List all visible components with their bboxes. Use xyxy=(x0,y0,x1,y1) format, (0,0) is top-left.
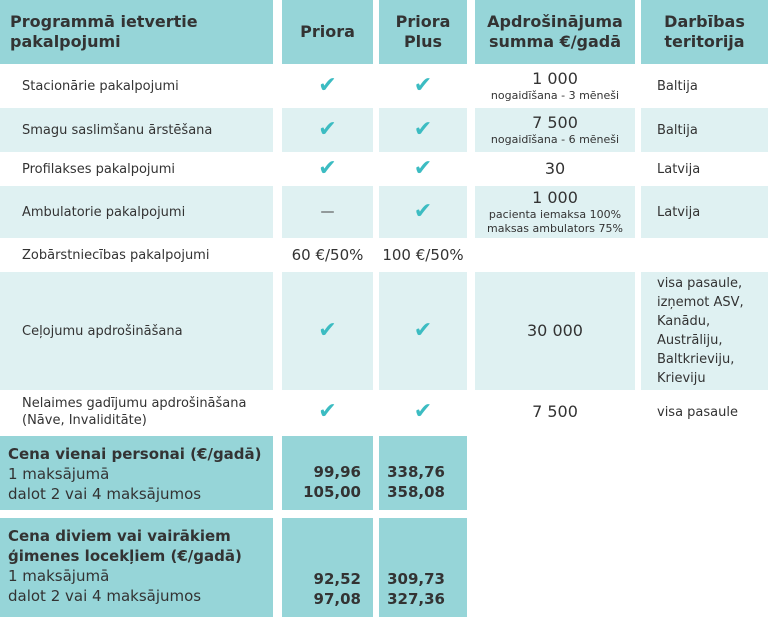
amount-note: pacienta iemaksa 100% xyxy=(488,208,622,221)
territory-text: Latvija xyxy=(657,161,701,177)
price-value: 358,08 xyxy=(387,483,445,501)
check-icon-glyph: ✔ xyxy=(413,156,433,181)
row-label xyxy=(0,108,273,152)
check-icon xyxy=(282,152,373,186)
amount-value: 7 500 xyxy=(532,113,578,132)
check-icon xyxy=(379,186,467,238)
header-sum-text: Apdrošinājuma summa €/gadā xyxy=(487,12,623,51)
territory-cell xyxy=(641,272,768,390)
price-two-priora xyxy=(282,518,373,617)
territory-text: Latvija xyxy=(657,204,701,220)
header-priora-plus xyxy=(379,0,467,64)
header-territory-text: Darbības teritorija xyxy=(664,12,745,51)
territory-cell xyxy=(641,152,768,186)
check-icon-glyph: ✔ xyxy=(413,318,433,343)
territory-line: Kanādu, xyxy=(657,314,711,329)
price-value: 309,73 xyxy=(387,570,445,588)
check-icon xyxy=(379,272,467,390)
amount-note: nogaidīšana - 3 mēneši xyxy=(490,89,620,102)
header-territory xyxy=(641,0,768,64)
header-priora xyxy=(282,0,373,64)
row-label-text: Profilakses pakalpojumi xyxy=(22,161,176,177)
territory-line: izņemot ASV, xyxy=(657,295,744,310)
row-label-text: Ambulatorie pakalpojumi xyxy=(22,204,186,220)
check-icon-glyph: ✔ xyxy=(318,399,337,424)
territory-text: Baltija xyxy=(657,122,698,138)
territory-line: Austrāliju, xyxy=(657,333,723,348)
check-icon-glyph: ✔ xyxy=(318,318,337,343)
row-label xyxy=(0,390,273,434)
amount-cell xyxy=(475,64,635,108)
price-two-line2: dalot 2 vai 4 maksājumos xyxy=(8,587,202,605)
price-value: 97,08 xyxy=(313,590,361,608)
check-icon-glyph: ✔ xyxy=(413,399,433,424)
dental-priora-value xyxy=(282,238,373,272)
check-icon-glyph: ✔ xyxy=(318,73,337,98)
header-programme-text: Programmā ietvertie pakalpojumi xyxy=(10,12,198,51)
check-icon xyxy=(379,390,467,434)
territory-cell xyxy=(641,108,768,152)
amount-cell xyxy=(475,272,635,390)
price-value: 105,00 xyxy=(303,483,361,501)
amount-cell xyxy=(475,390,635,434)
price-two-line1: 1 maksājumā xyxy=(8,567,110,585)
header-sum xyxy=(475,0,635,64)
check-icon xyxy=(379,152,467,186)
row-label xyxy=(0,152,273,186)
territory-line: Baltkrieviju, xyxy=(657,352,735,367)
price-one-label xyxy=(0,436,273,510)
price-one-line1: 1 maksājumā xyxy=(8,465,110,483)
row-label-text: Smagu saslimšanu ārstēšana xyxy=(22,122,213,138)
price-value: 338,76 xyxy=(387,463,445,481)
territory-cell xyxy=(641,390,768,434)
price-value: 327,36 xyxy=(387,590,445,608)
header-priora-plus-text: Priora Plus xyxy=(395,12,451,51)
amount-cell xyxy=(475,108,635,152)
territory-cell xyxy=(641,186,768,238)
header-priora-text: Priora xyxy=(300,22,355,41)
row-label xyxy=(0,272,273,390)
territory-text: visa pasaule xyxy=(657,404,738,420)
row-label xyxy=(0,238,273,272)
price-value: 99,96 xyxy=(313,463,361,481)
amount-value: 7 500 xyxy=(532,402,578,421)
amount-value: 30 xyxy=(544,159,566,178)
price-two-plus xyxy=(379,518,467,617)
check-icon-glyph: ✔ xyxy=(318,117,337,142)
check-icon xyxy=(379,64,467,108)
row-label-subtext: (Nāve, Invaliditāte) xyxy=(22,413,147,428)
price-two-label xyxy=(0,518,273,617)
amount-value: 1 000 xyxy=(532,188,578,207)
dental-plus-value xyxy=(379,238,467,272)
amount-value: 1 000 xyxy=(532,69,578,88)
row-label-text: Zobārstniecības pakalpojumi xyxy=(22,247,210,263)
row-label-text: Stacionārie pakalpojumi xyxy=(22,78,179,94)
amount-cell xyxy=(475,152,635,186)
check-icon-glyph: ✔ xyxy=(413,73,433,98)
check-icon-glyph: ✔ xyxy=(318,156,337,181)
amount-value: 30 000 xyxy=(527,321,583,340)
check-icon xyxy=(282,390,373,434)
row-label-text: Nelaimes gadījumu apdrošināšana xyxy=(22,396,247,411)
price-two-title: Cena diviem vai vairākiem xyxy=(8,527,231,545)
price-two-title-2: ģimenes locekļiem (€/gadā) xyxy=(8,547,242,565)
dash-glyph: — xyxy=(320,204,335,220)
dental-priora-text: 60 €/50% xyxy=(291,246,364,264)
row-label xyxy=(0,186,273,238)
territory-text: Baltija xyxy=(657,78,698,94)
check-icon xyxy=(379,108,467,152)
row-label xyxy=(0,64,273,108)
check-icon xyxy=(282,108,373,152)
price-one-line2: dalot 2 vai 4 maksājumos xyxy=(8,485,202,503)
check-icon-glyph: ✔ xyxy=(413,117,433,142)
dental-plus-text: 100 €/50% xyxy=(382,246,464,264)
check-icon xyxy=(282,64,373,108)
price-value: 92,52 xyxy=(313,570,361,588)
price-one-priora xyxy=(282,436,373,510)
amount-note-2: maksas ambulators 75% xyxy=(487,222,623,235)
territory-line: Krieviju xyxy=(657,371,706,386)
price-one-plus xyxy=(379,436,467,510)
check-icon xyxy=(282,272,373,390)
dash-icon xyxy=(282,186,373,238)
amount-note: nogaidīšana - 6 mēneši xyxy=(490,133,620,146)
header-programme xyxy=(0,0,273,64)
row-label-text: Ceļojumu apdrošināšana xyxy=(22,323,183,339)
territory-line: visa pasaule, xyxy=(657,276,743,291)
territory-cell xyxy=(641,64,768,108)
amount-cell xyxy=(475,186,635,238)
price-one-title: Cena vienai personai (€/gadā) xyxy=(8,445,262,463)
check-icon-glyph: ✔ xyxy=(413,199,433,224)
